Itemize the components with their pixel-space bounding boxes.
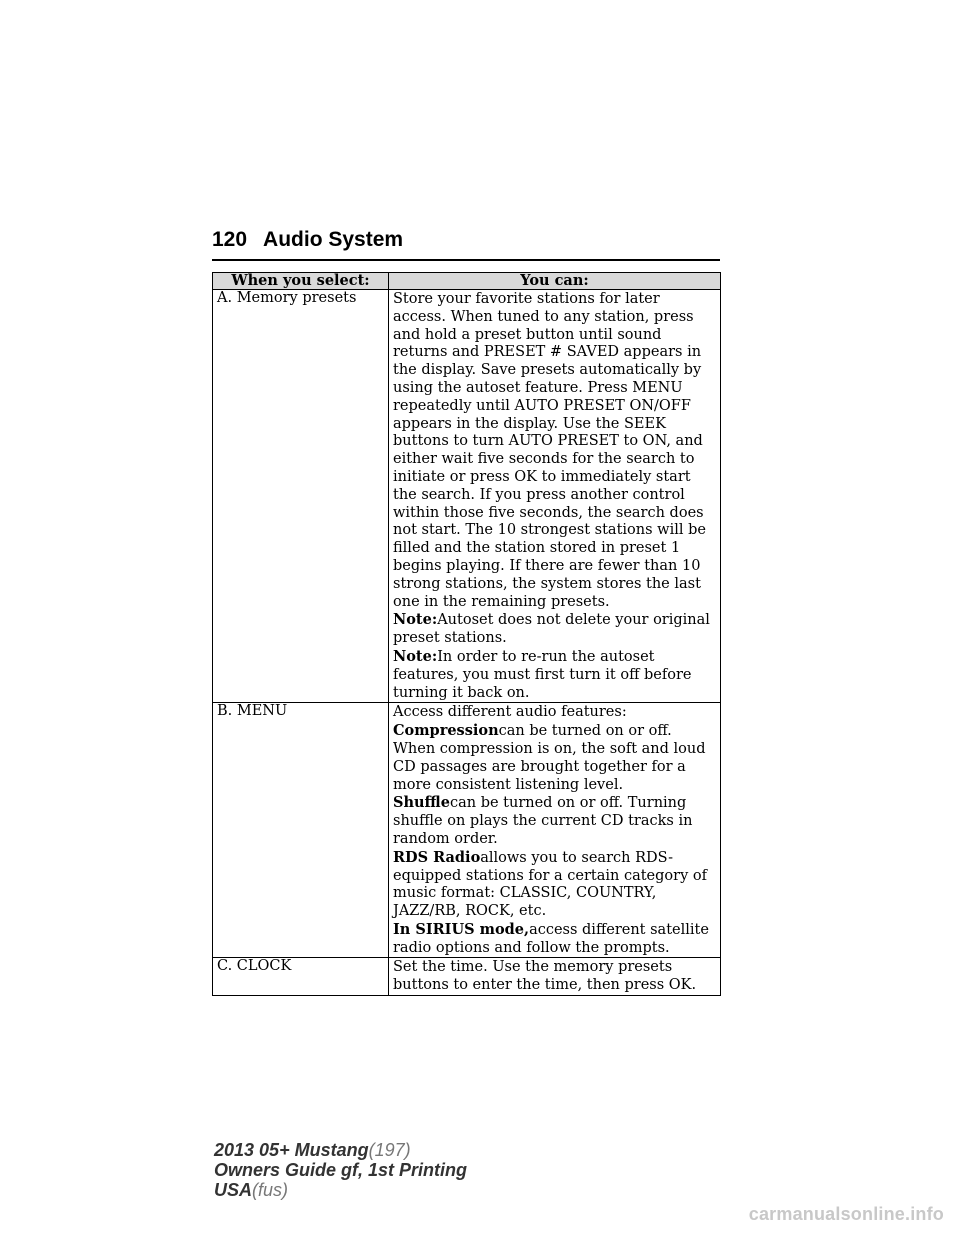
audio-features-table	[212, 272, 721, 996]
column-header-can: You can:	[389, 273, 721, 290]
table-row	[213, 703, 721, 958]
note-paragraph: Note:Autoset does not delete your original preset stations.	[393, 611, 710, 647]
paragraph: Access different audio features:	[393, 704, 627, 721]
table-row	[213, 958, 721, 996]
header-rule	[212, 259, 720, 261]
column-header-select: When you select:	[213, 273, 389, 290]
feature-paragraph: Shufflecan be turned on or off. Turning shuffle on plays the current CD tracks in random order.	[393, 794, 693, 847]
paragraph: Set the time. Use the memory presets buttons to enter the time, then press OK.	[393, 959, 697, 994]
page-number: 120	[212, 228, 248, 251]
print-footer: 2013 05+ Mustang(197) Owners Guide gf, 1st Printing USA(fus)	[214, 1140, 468, 1200]
row-description	[389, 290, 721, 703]
row-description	[389, 958, 721, 996]
section-title: Audio System	[263, 228, 404, 251]
feature-paragraph: In SIRIUS mode,access different satellite radio options and follow the prompts.	[393, 920, 709, 956]
row-label: A. Memory presets	[213, 290, 389, 703]
note-paragraph: Note:In order to re-run the autoset features, you must first turn it off before turning it back on.	[393, 647, 692, 701]
row-label: C. CLOCK	[213, 958, 389, 996]
feature-paragraph: Compressioncan be turned on or off. When compression is on, the soft and loud CD passages are brought together for a more consistent listening level.	[393, 722, 706, 793]
paragraph: Store your favorite stations for later access. When tuned to any station, press and hold a preset button until sound returns and PRESET # SAVED appears in the display. Save presets automatically by using the autoset feature. Press MENU repeatedly until AUTO PRESET ON/OFF appears in the display. Use the SEEK buttons to turn AUTO PRESET to ON, and either wait five seconds for the search to initiate or press OK to immediately start the search. If you press another control within those five seconds, the search does not start. The 10 strongest stations will be filled and the station stored in preset 1 begins playing. If there are fewer than 10 strong stations, the system stores the last one in the remaining presets.	[393, 291, 706, 610]
watermark: carmanualsonline.info	[748, 1204, 944, 1224]
page-header	[212, 228, 720, 252]
row-label: B. MENU	[213, 703, 389, 958]
table-row	[213, 290, 721, 703]
table-header-row	[213, 273, 721, 290]
row-description	[389, 703, 721, 958]
feature-paragraph: RDS Radioallows you to search RDS-equipped stations for a certain category of music format: CLASSIC, COUNTRY, JAZZ/RB, ROCK, etc.	[393, 848, 707, 920]
